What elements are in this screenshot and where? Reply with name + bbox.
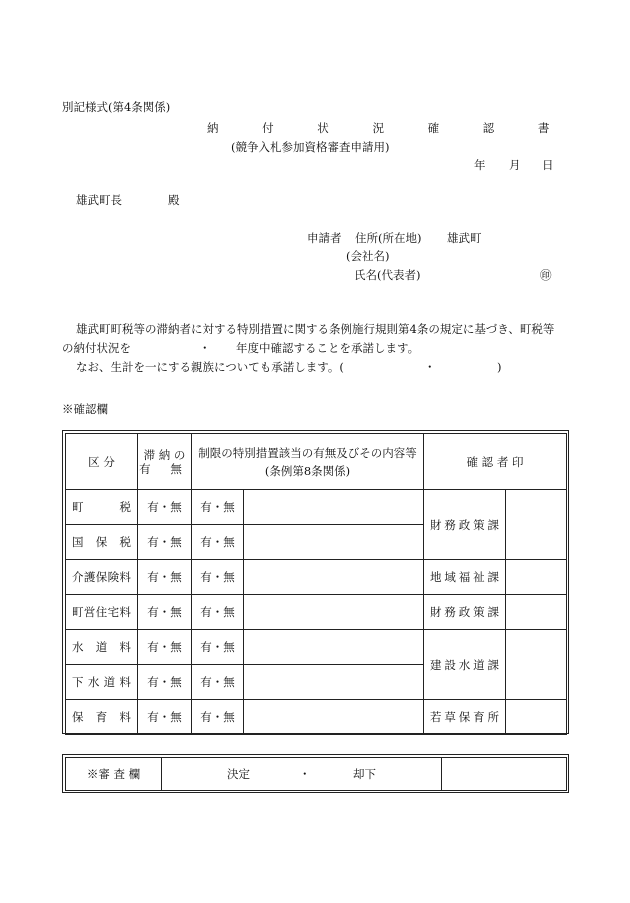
seal-cell bbox=[506, 630, 567, 700]
seal-mark: ㊞ bbox=[540, 268, 552, 282]
consent-line-1: 雄武町町税等の滞納者に対する特別措置に関する条例施行規則第4条の規定に基づき、町税等 bbox=[76, 322, 555, 336]
header-confirmer: 確 認 者 印 bbox=[424, 434, 567, 490]
row-category: 保育料 bbox=[66, 700, 138, 735]
consent-line-3b: ・ bbox=[424, 360, 436, 374]
name-label: 氏名(代表者) bbox=[354, 268, 421, 282]
row-detail bbox=[244, 665, 424, 700]
row-arrears: 有・無 bbox=[138, 630, 192, 665]
row-restriction: 有・無 bbox=[192, 630, 244, 665]
header-arrears bbox=[138, 434, 192, 490]
document-subtitle: (競争入札参加資格審査申請用) bbox=[231, 140, 390, 154]
dept-label: 地域福祉課 bbox=[424, 560, 506, 595]
row-arrears: 有・無 bbox=[138, 490, 192, 525]
seal-cell bbox=[506, 560, 567, 595]
row-restriction: 有・無 bbox=[192, 665, 244, 700]
row-arrears: 有・無 bbox=[138, 665, 192, 700]
addressee: 雄武町長 bbox=[76, 193, 122, 207]
table-row bbox=[66, 560, 567, 595]
row-restriction: 有・無 bbox=[192, 560, 244, 595]
honorific: 殿 bbox=[168, 193, 180, 207]
row-restriction: 有・無 bbox=[192, 525, 244, 560]
table-row bbox=[66, 595, 567, 630]
row-category: 町税 bbox=[66, 490, 138, 525]
row-restriction: 有・無 bbox=[192, 490, 244, 525]
header-arrears-line2: 有 無 bbox=[139, 461, 190, 476]
header-arrears-line1: 滞 納 の bbox=[143, 447, 186, 462]
review-reject: 却下 bbox=[353, 767, 376, 781]
date-year: 年 bbox=[474, 158, 486, 172]
seal-cell bbox=[506, 595, 567, 630]
consent-line-2a: の納付状況を bbox=[62, 341, 131, 355]
review-decision-cell bbox=[162, 758, 442, 791]
header-category: 区 分 bbox=[66, 434, 138, 490]
consent-line-2b: ・ bbox=[199, 341, 211, 355]
consent-line-3a: なお、生計を一にする親族についても承諾します。( bbox=[76, 360, 344, 374]
row-arrears: 有・無 bbox=[138, 700, 192, 735]
row-detail bbox=[244, 560, 424, 595]
row-arrears: 有・無 bbox=[138, 560, 192, 595]
address-value: 雄武町 bbox=[447, 231, 482, 245]
header-restriction-line2: (条例第8条関係) bbox=[264, 463, 351, 478]
header-restriction bbox=[192, 434, 424, 490]
review-label: ※審 査 欄 bbox=[66, 758, 162, 791]
dept-label: 財務政策課 bbox=[424, 490, 506, 560]
date-day: 日 bbox=[542, 158, 554, 172]
row-detail bbox=[244, 595, 424, 630]
review-table bbox=[65, 757, 567, 791]
confirm-table bbox=[65, 433, 567, 735]
row-category: 介護保険料 bbox=[66, 560, 138, 595]
table-row bbox=[66, 700, 567, 735]
document-title: 納 付 状 況 確 認 書 bbox=[207, 121, 570, 135]
row-category: 水道料 bbox=[66, 630, 138, 665]
review-separator: ・ bbox=[299, 767, 311, 781]
confirm-section-label: ※確認欄 bbox=[62, 402, 108, 416]
dept-label: 建設水道課 bbox=[424, 630, 506, 700]
dept-label: 財務政策課 bbox=[424, 595, 506, 630]
row-detail bbox=[244, 630, 424, 665]
company-label: (会社名) bbox=[346, 249, 390, 263]
row-category: 下水道料 bbox=[66, 665, 138, 700]
row-arrears: 有・無 bbox=[138, 595, 192, 630]
consent-line-2c: 年度中確認することを承諾します。 bbox=[236, 341, 420, 355]
table-row bbox=[66, 490, 567, 525]
row-detail bbox=[244, 490, 424, 525]
row-category: 国保税 bbox=[66, 525, 138, 560]
review-blank-cell bbox=[442, 758, 567, 791]
row-category: 町営住宅料 bbox=[66, 595, 138, 630]
review-decision: 決定 bbox=[227, 767, 250, 781]
dept-label: 若草保育所 bbox=[424, 700, 506, 735]
header-restriction-line1: 制限の特別措置該当の有無及びその内容等 bbox=[198, 445, 417, 460]
address-label: 住所(所在地) bbox=[355, 231, 422, 245]
row-detail bbox=[244, 525, 424, 560]
form-label: 別記様式(第4条関係) bbox=[62, 100, 171, 114]
applicant-label: 申請者 bbox=[307, 231, 342, 245]
table-row bbox=[66, 630, 567, 665]
row-restriction: 有・無 bbox=[192, 595, 244, 630]
row-arrears: 有・無 bbox=[138, 525, 192, 560]
consent-line-3c: ) bbox=[497, 360, 502, 374]
seal-cell bbox=[506, 490, 567, 560]
row-detail bbox=[244, 700, 424, 735]
row-restriction: 有・無 bbox=[192, 700, 244, 735]
seal-cell bbox=[506, 700, 567, 735]
date-month: 月 bbox=[509, 158, 521, 172]
